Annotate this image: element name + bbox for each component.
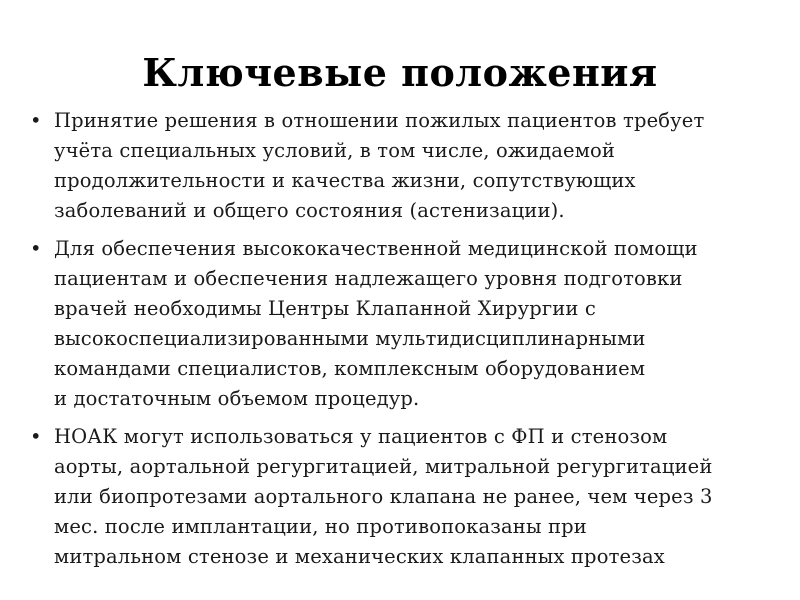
- bullet-icon: •: [30, 237, 42, 260]
- bullet-item-decision-elderly: [28, 106, 788, 226]
- bullet-text-line: командами специалистов, комплексным оборудованием: [54, 357, 646, 380]
- bullet-text-line: аорты, аортальной регургитацией, митральной регургитацией: [54, 455, 713, 478]
- bullet-list: [28, 106, 788, 580]
- bullet-text-line: продолжительности и качества жизни, сопутствующих: [54, 169, 636, 192]
- bullet-text-line: врачей необходимы Центры Клапанной Хирургии с: [54, 297, 596, 320]
- bullet-text-line: Принятие решения в отношении пожилых пациентов требует: [54, 109, 705, 132]
- bullet-text-line: и достаточным объемом процедур.: [54, 387, 420, 410]
- bullet-text-line: заболеваний и общего состояния (астенизации).: [54, 199, 565, 222]
- bullet-icon: •: [30, 109, 42, 132]
- bullet-item-valve-centers: [28, 234, 788, 414]
- bullet-text-line: высокоспециализированными мультидисциплинарными: [54, 327, 646, 350]
- bullet-text-line: пациентам и обеспечения надлежащего уровня подготовки: [54, 267, 683, 290]
- bullet-text-line: митральном стенозе и механических клапанных протезах: [54, 545, 665, 568]
- slide-title: Ключевые положения: [142, 50, 658, 95]
- bullet-text-line: мес. после имплантации, но противопоказаны при: [54, 515, 587, 538]
- bullet-icon: •: [30, 425, 42, 448]
- bullet-text-line: учёта специальных условий, в том числе, ожидаемой: [54, 139, 616, 162]
- bullet-item-noac: [28, 422, 788, 572]
- bullet-text-line: НОАК могут использоваться у пациентов с ФП и стенозом: [54, 425, 668, 448]
- bullet-text-line: Для обеспечения высококачественной медицинской помощи: [54, 237, 698, 260]
- bullet-text-line: или биопротезами аортального клапана не ранее, чем через 3: [54, 485, 713, 508]
